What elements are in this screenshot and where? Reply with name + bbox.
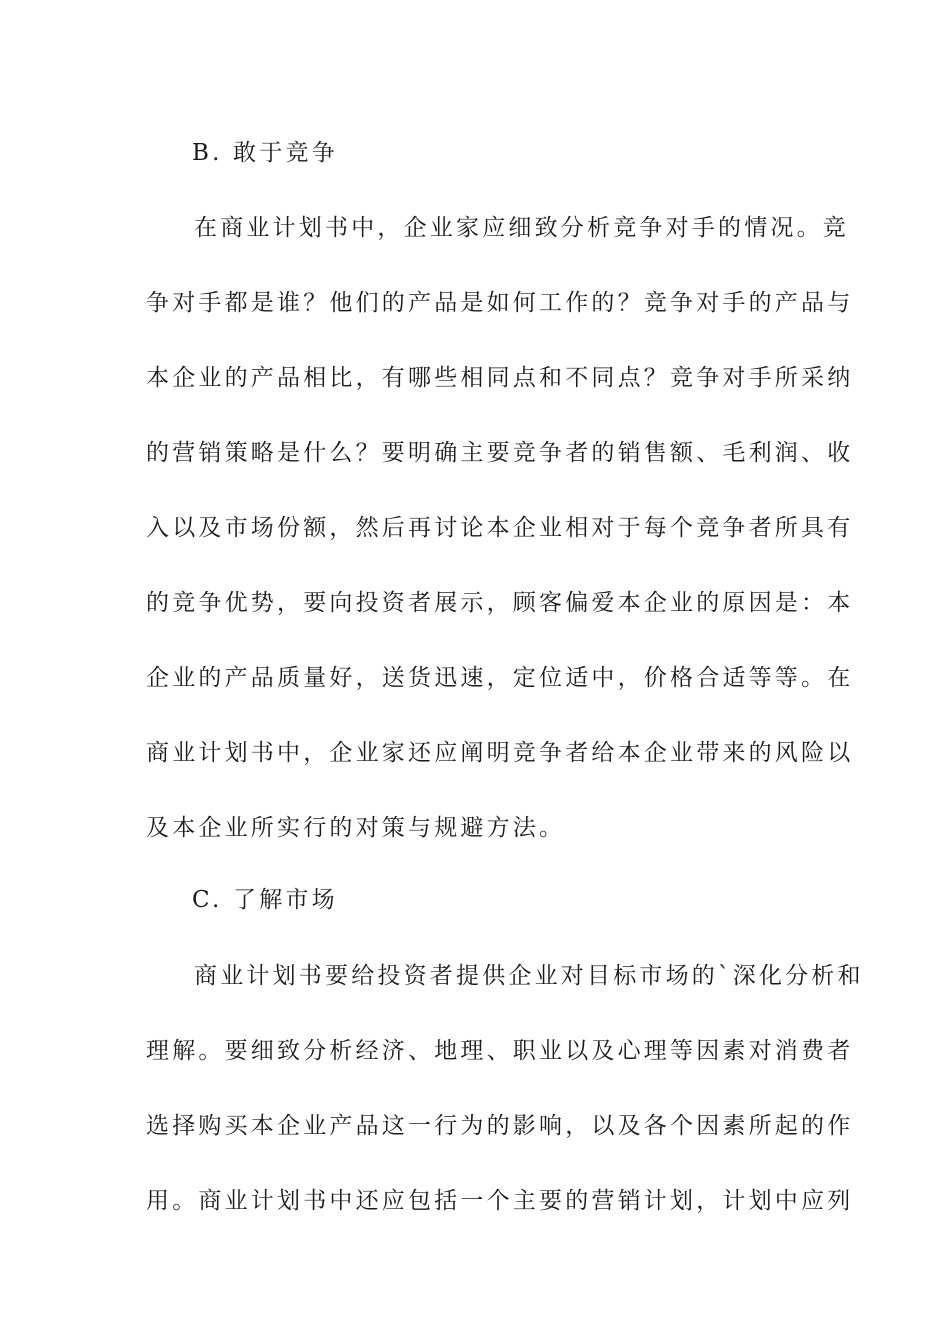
section-b-paragraph-line: 的竞争优势，要向投资者展示，顾客偏爱本企业的原因是：本 bbox=[146, 590, 854, 616]
section-b-paragraph-line: 争对手都是谁？他们的产品是如何工作的？竞争对手的产品与 bbox=[146, 290, 854, 316]
section-c-paragraph-line: 商业计划书要给投资者提供企业对目标市场的`深化分析和 bbox=[194, 963, 864, 989]
section-b-paragraph-line: 及本企业所实行的对策与规避方法。 bbox=[146, 815, 566, 841]
section-b-paragraph-line: 入以及市场份额，然后再讨论本企业相对于每个竞争者所具有 bbox=[146, 515, 854, 541]
section-c-paragraph-line: 理解。要细致分析经济、地理、职业以及心理等因素对消费者 bbox=[146, 1038, 854, 1064]
section-b-paragraph-line: 的营销策略是什么？要明确主要竞争者的销售额、毛利润、收 bbox=[146, 440, 854, 466]
section-b-paragraph-line: 商业计划书中，企业家还应阐明竞争者给本企业带来的风险以 bbox=[146, 740, 854, 766]
section-c-paragraph-line: 用。商业计划书中还应包括一个主要的营销计划，计划中应列 bbox=[146, 1188, 854, 1214]
section-c-paragraph-line: 选择购买本企业产品这一行为的影响，以及各个因素所起的作 bbox=[146, 1113, 854, 1139]
section-b-paragraph-line: 在商业计划书中，企业家应细致分析竞争对手的情况。竞 bbox=[194, 215, 849, 241]
section-b-paragraph-line: 本企业的产品相比，有哪些相同点和不同点？竞争对手所采纳 bbox=[146, 365, 854, 391]
section-b-paragraph-line: 企业的产品质量好，送货迅速，定位适中，价格合适等等。在 bbox=[146, 665, 854, 691]
section-c-heading: C. 了解市场 bbox=[192, 887, 338, 913]
section-b-heading: B. 敢于竞争 bbox=[192, 140, 338, 166]
